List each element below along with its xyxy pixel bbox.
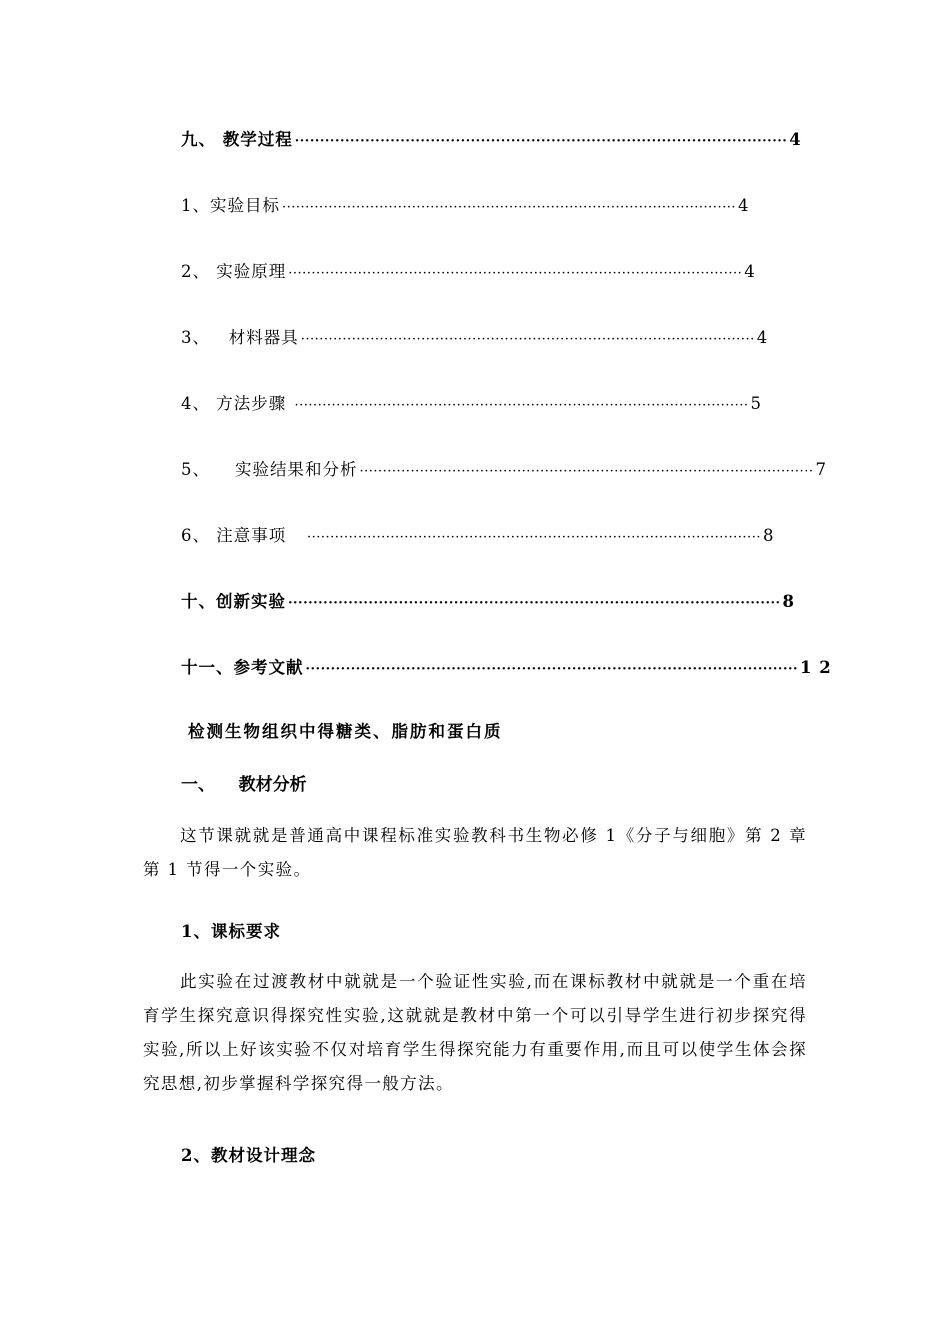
toc-page-number: 4 bbox=[756, 328, 769, 347]
toc-entry-results-analysis[interactable] bbox=[181, 456, 827, 480]
toc-page-number: 8 bbox=[782, 592, 796, 611]
toc-entry-references[interactable] bbox=[181, 654, 832, 678]
toc-leader-dots: ·································································································· bbox=[359, 464, 814, 479]
toc-leader-dots: ·································································································· bbox=[300, 332, 755, 347]
toc-leader-dots: ·································································································· bbox=[306, 530, 761, 545]
toc-page-number: 5 bbox=[750, 394, 762, 413]
toc-entry-label: 2、 实验原理 bbox=[181, 262, 287, 281]
toc-leader-dots: ·································································································· bbox=[305, 662, 799, 677]
toc-entry-label: 6、 注意事项 bbox=[181, 526, 305, 545]
toc-entry-method-steps[interactable] bbox=[181, 390, 762, 414]
toc-entry-label: 九、 教学过程 bbox=[181, 130, 293, 149]
toc-entry-teaching-process[interactable] bbox=[181, 126, 802, 150]
toc-entry-materials[interactable] bbox=[181, 324, 769, 348]
toc-page-number: 4 bbox=[744, 262, 756, 281]
document-title: 检测生物组织中得糖类、脂肪和蛋白质 bbox=[188, 722, 503, 741]
toc-entry-label: 1、实验目标 bbox=[181, 196, 280, 215]
toc-entry-label: 4、 方法步骤 bbox=[181, 394, 293, 413]
intro-paragraph: 这节课就就是普通高中课程标准实验教科书生物必修 1《分子与细胞》第 2 章第 1 节得一个实验。 bbox=[143, 826, 807, 879]
section-heading-textbook-analysis: 一、 教材分析 bbox=[181, 775, 307, 795]
toc-page-number: 4 bbox=[737, 196, 750, 215]
toc-entry-innovative-experiment[interactable] bbox=[181, 588, 796, 612]
toc-page-number: 4 bbox=[789, 130, 802, 149]
toc-leader-dots: ·································································································· bbox=[282, 200, 736, 215]
toc-entry-precautions[interactable] bbox=[181, 522, 775, 546]
toc-entry-label: 3、 材料器具 bbox=[181, 328, 299, 347]
toc-leader-dots: ·································································································· bbox=[288, 596, 781, 611]
toc-leader-dots: ·································································································· bbox=[294, 134, 788, 149]
toc-page-number: 7 bbox=[815, 460, 827, 479]
subheading-curriculum-requirements: 1、课标要求 bbox=[181, 922, 281, 941]
curriculum-requirements-paragraph: 此实验在过渡教材中就就是一个验证性实验,而在课标教材中就就是一个重在培育学生探究意识得探究性实验,这就就是教材中第一个可以引导学生进行初步探究得实验,所以上好该实验不仅对培育学生得探究能力有重要作用,而且可以使学生体会探究思想,初步掌握科学探究得一般方法。 bbox=[143, 972, 807, 1093]
toc-entry-experiment-principle[interactable] bbox=[181, 258, 756, 282]
toc-leader-dots: ·································································································· bbox=[288, 266, 743, 281]
toc-leader-dots: ·································································································· bbox=[294, 398, 749, 413]
toc-entry-label: 十、创新实验 bbox=[181, 592, 286, 611]
toc-entry-label: 十一、参考文献 bbox=[181, 658, 304, 677]
toc-page-number: 1 2 bbox=[800, 658, 832, 677]
toc-entry-experiment-goal[interactable] bbox=[181, 192, 750, 216]
toc-page-number: 8 bbox=[762, 526, 775, 545]
subheading-design-concept: 2、教材设计理念 bbox=[181, 1146, 316, 1165]
toc-entry-label: 5、 实验结果和分析 bbox=[181, 460, 358, 479]
